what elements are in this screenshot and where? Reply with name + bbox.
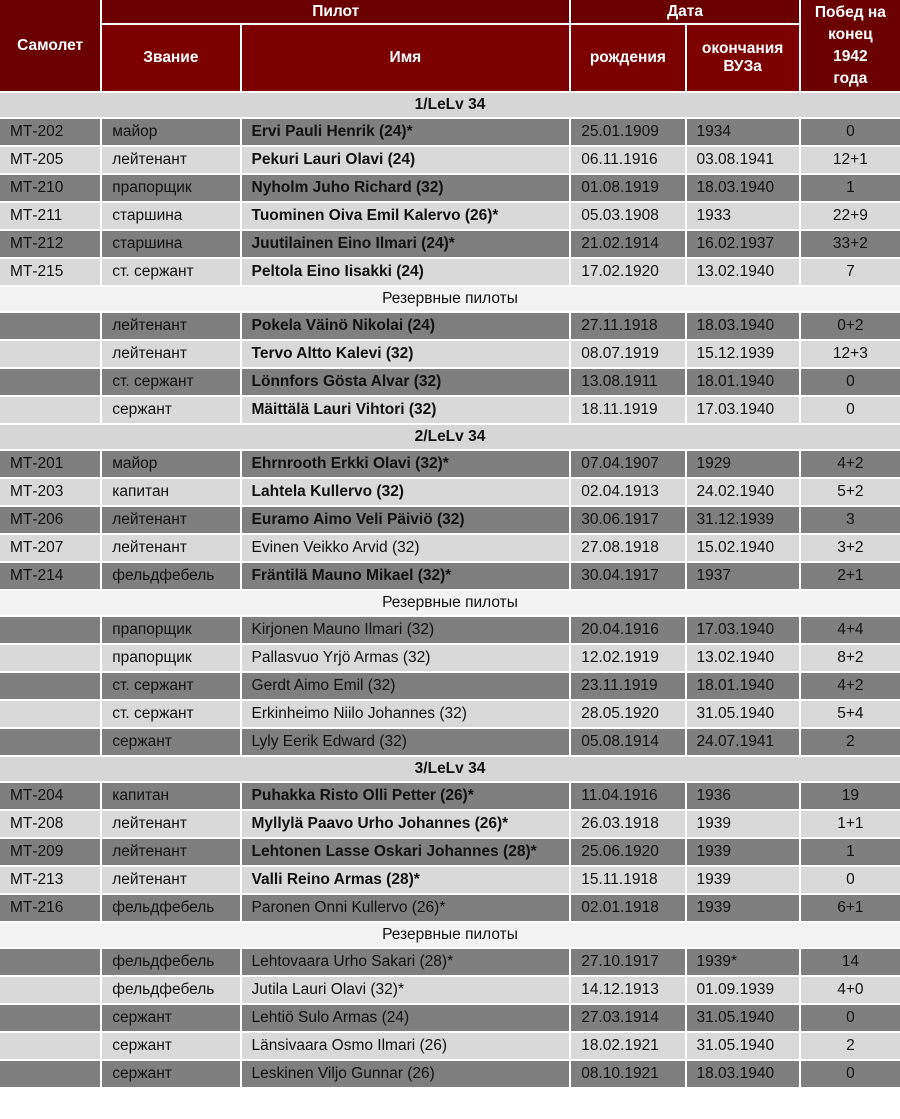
birth-cell: 18.02.1921 (571, 1033, 684, 1059)
table-row (0, 231, 900, 257)
graduation-cell: 13.02.1940 (687, 645, 799, 671)
rank-cell: сержант (102, 1061, 239, 1087)
rank-cell: лейтенант (102, 507, 239, 533)
name-cell: Jutila Lauri Olavi (32)* (242, 977, 570, 1003)
graduation-cell: 18.03.1940 (687, 175, 799, 201)
wins-cell: 1 (801, 839, 900, 865)
birth-cell: 27.10.1917 (571, 949, 684, 975)
plane-cell: МТ-214 (0, 563, 100, 589)
birth-cell: 25.06.1920 (571, 839, 684, 865)
name-cell: Leskinen Viljo Gunnar (26) (242, 1061, 570, 1087)
wins-cell: 3+2 (801, 535, 900, 561)
rank-cell: фельдфебель (102, 977, 239, 1003)
wins-cell: 3 (801, 507, 900, 533)
rank-cell: прапорщик (102, 617, 239, 643)
table-row (0, 563, 900, 589)
plane-cell: МТ-205 (0, 147, 100, 173)
name-cell: Valli Reino Armas (28)* (242, 867, 570, 893)
graduation-cell: 1939 (687, 895, 799, 921)
name-cell: Mäittälä Lauri Vihtori (32) (242, 397, 570, 423)
name-cell: Lehtovaara Urho Sakari (28)* (242, 949, 570, 975)
table-row (0, 1061, 900, 1087)
graduation-cell: 18.03.1940 (687, 1061, 799, 1087)
section-header (0, 425, 900, 449)
name-cell: Kirjonen Mauno Ilmari (32) (242, 617, 570, 643)
birth-cell: 15.11.1918 (571, 867, 684, 893)
plane-cell (0, 645, 100, 671)
graduation-cell: 1936 (687, 783, 799, 809)
section-header (0, 93, 900, 117)
wins-cell: 4+2 (801, 451, 900, 477)
rank-cell: капитан (102, 783, 239, 809)
name-cell: Euramo Aimo Veli Päiviö (32) (242, 507, 570, 533)
table-row (0, 811, 900, 837)
rank-cell: ст. сержант (102, 369, 239, 395)
header-date: Дата (571, 0, 799, 23)
graduation-cell: 1934 (687, 119, 799, 145)
graduation-cell: 1939 (687, 867, 799, 893)
plane-cell: МТ-204 (0, 783, 100, 809)
name-cell: Gerdt Aimo Emil (32) (242, 673, 570, 699)
rank-cell: майор (102, 451, 239, 477)
table-row (0, 645, 900, 671)
table-row (0, 1005, 900, 1031)
plane-cell (0, 701, 100, 727)
rank-cell: сержант (102, 397, 239, 423)
name-cell: Lönnfors Gösta Alvar (32) (242, 369, 570, 395)
plane-cell: МТ-211 (0, 203, 100, 229)
graduation-cell: 1939* (687, 949, 799, 975)
rank-cell: сержант (102, 1005, 239, 1031)
rank-cell: лейтенант (102, 867, 239, 893)
wins-cell: 0 (801, 369, 900, 395)
plane-cell (0, 341, 100, 367)
table-row (0, 867, 900, 893)
rank-cell: лейтенант (102, 839, 239, 865)
name-cell: Ervi Pauli Henrik (24)* (242, 119, 570, 145)
birth-cell: 26.03.1918 (571, 811, 684, 837)
plane-cell (0, 673, 100, 699)
name-cell: Lyly Eerik Edward (32) (242, 729, 570, 755)
birth-cell: 28.05.1920 (571, 701, 684, 727)
table-row (0, 175, 900, 201)
graduation-cell: 31.05.1940 (687, 1005, 799, 1031)
graduation-cell: 03.08.1941 (687, 147, 799, 173)
table-row (0, 729, 900, 755)
name-cell: Tuominen Oiva Emil Kalervo (26)* (242, 203, 570, 229)
plane-cell: МТ-202 (0, 119, 100, 145)
birth-cell: 30.06.1917 (571, 507, 684, 533)
reserve-header (0, 591, 900, 615)
table-row (0, 839, 900, 865)
wins-cell: 0 (801, 867, 900, 893)
name-cell: Myllylä Paavo Urho Johannes (26)* (242, 811, 570, 837)
rank-cell: лейтенант (102, 341, 239, 367)
name-cell: Fräntilä Mauno Mikael (32)* (242, 563, 570, 589)
table-row (0, 617, 900, 643)
birth-cell: 21.02.1914 (571, 231, 684, 257)
reserve-label: Резервные пилоты (0, 923, 900, 947)
graduation-cell: 1933 (687, 203, 799, 229)
name-cell: Pekuri Lauri Olavi (24) (242, 147, 570, 173)
wins-cell: 6+1 (801, 895, 900, 921)
table-row (0, 479, 900, 505)
birth-cell: 27.03.1914 (571, 1005, 684, 1031)
wins-cell: 19 (801, 783, 900, 809)
name-cell: Lahtela Kullervo (32) (242, 479, 570, 505)
table-row (0, 701, 900, 727)
wins-cell: 5+4 (801, 701, 900, 727)
graduation-cell: 1937 (687, 563, 799, 589)
header-rank: Звание (102, 25, 239, 91)
wins-cell: 22+9 (801, 203, 900, 229)
section-title: 3/LeLv 34 (0, 757, 900, 781)
rank-cell: лейтенант (102, 811, 239, 837)
birth-cell: 11.04.1916 (571, 783, 684, 809)
plane-cell (0, 1005, 100, 1031)
birth-cell: 06.11.1916 (571, 147, 684, 173)
graduation-cell: 31.05.1940 (687, 701, 799, 727)
wins-cell: 8+2 (801, 645, 900, 671)
header-name: Имя (242, 25, 570, 91)
birth-cell: 12.02.1919 (571, 645, 684, 671)
birth-cell: 20.04.1916 (571, 617, 684, 643)
name-cell: Peltola Eino Iisakki (24) (242, 259, 570, 285)
wins-cell: 7 (801, 259, 900, 285)
plane-cell: МТ-215 (0, 259, 100, 285)
plane-cell (0, 369, 100, 395)
wins-cell: 1+1 (801, 811, 900, 837)
plane-cell (0, 1033, 100, 1059)
wins-cell: 1 (801, 175, 900, 201)
graduation-cell: 13.02.1940 (687, 259, 799, 285)
birth-cell: 14.12.1913 (571, 977, 684, 1003)
table-row (0, 259, 900, 285)
rank-cell: фельдфебель (102, 563, 239, 589)
birth-cell: 05.03.1908 (571, 203, 684, 229)
plane-cell (0, 949, 100, 975)
plane-cell: МТ-206 (0, 507, 100, 533)
table-row (0, 949, 900, 975)
plane-cell (0, 313, 100, 339)
plane-cell: МТ-208 (0, 811, 100, 837)
name-cell: Evinen Veikko Arvid (32) (242, 535, 570, 561)
wins-cell: 0 (801, 397, 900, 423)
graduation-cell: 01.09.1939 (687, 977, 799, 1003)
rank-cell: лейтенант (102, 313, 239, 339)
wins-cell: 2+1 (801, 563, 900, 589)
birth-cell: 30.04.1917 (571, 563, 684, 589)
plane-cell (0, 397, 100, 423)
wins-cell: 12+3 (801, 341, 900, 367)
graduation-cell: 16.02.1937 (687, 231, 799, 257)
birth-cell: 23.11.1919 (571, 673, 684, 699)
rank-cell: лейтенант (102, 535, 239, 561)
wins-cell: 5+2 (801, 479, 900, 505)
plane-cell (0, 1061, 100, 1087)
wins-cell: 4+0 (801, 977, 900, 1003)
table-row (0, 895, 900, 921)
name-cell: Pokela Väinö Nikolai (24) (242, 313, 570, 339)
name-cell: Juutilainen Eino Ilmari (24)* (242, 231, 570, 257)
name-cell: Puhakka Risto Olli Petter (26)* (242, 783, 570, 809)
rank-cell: прапорщик (102, 175, 239, 201)
plane-cell: МТ-209 (0, 839, 100, 865)
plane-cell (0, 977, 100, 1003)
table-row (0, 119, 900, 145)
graduation-cell: 17.03.1940 (687, 617, 799, 643)
birth-cell: 01.08.1919 (571, 175, 684, 201)
table-row (0, 451, 900, 477)
birth-cell: 08.10.1921 (571, 1061, 684, 1087)
name-cell: Länsivaara Osmo Ilmari (26) (242, 1033, 570, 1059)
wins-cell: 2 (801, 729, 900, 755)
birth-cell: 17.02.1920 (571, 259, 684, 285)
table-row (0, 977, 900, 1003)
plane-cell: МТ-213 (0, 867, 100, 893)
wins-cell: 12+1 (801, 147, 900, 173)
table-row (0, 341, 900, 367)
plane-cell: МТ-210 (0, 175, 100, 201)
section-title: 1/LeLv 34 (0, 93, 900, 117)
name-cell: Ehrnrooth Erkki Olavi (32)* (242, 451, 570, 477)
table-body (0, 93, 900, 1087)
rank-cell: майор (102, 119, 239, 145)
name-cell: Paronen Onni Kullervo (26)* (242, 895, 570, 921)
table-row (0, 369, 900, 395)
name-cell: Lehtonen Lasse Oskari Johannes (28)* (242, 839, 570, 865)
name-cell: Tervo Altto Kalevi (32) (242, 341, 570, 367)
reserve-header (0, 287, 900, 311)
rank-cell: ст. сержант (102, 259, 239, 285)
table-row (0, 535, 900, 561)
reserve-header (0, 923, 900, 947)
wins-cell: 2 (801, 1033, 900, 1059)
header-graduation: окончания ВУЗа (687, 25, 799, 91)
graduation-cell: 18.01.1940 (687, 369, 799, 395)
wins-cell: 0 (801, 119, 900, 145)
name-cell: Erkinheimo Niilo Johannes (32) (242, 701, 570, 727)
name-cell: Lehtiö Sulo Armas (24) (242, 1005, 570, 1031)
plane-cell: МТ-212 (0, 231, 100, 257)
wins-cell: 33+2 (801, 231, 900, 257)
birth-cell: 27.08.1918 (571, 535, 684, 561)
plane-cell (0, 729, 100, 755)
wins-cell: 4+4 (801, 617, 900, 643)
plane-cell: МТ-216 (0, 895, 100, 921)
rank-cell: ст. сержант (102, 701, 239, 727)
birth-cell: 25.01.1909 (571, 119, 684, 145)
table-row (0, 397, 900, 423)
table-row (0, 673, 900, 699)
reserve-label: Резервные пилоты (0, 287, 900, 311)
rank-cell: прапорщик (102, 645, 239, 671)
graduation-cell: 24.02.1940 (687, 479, 799, 505)
table-row (0, 1033, 900, 1059)
rank-cell: сержант (102, 1033, 239, 1059)
wins-cell: 0 (801, 1005, 900, 1031)
graduation-cell: 1939 (687, 811, 799, 837)
wins-cell: 0 (801, 1061, 900, 1087)
rank-cell: сержант (102, 729, 239, 755)
graduation-cell: 24.07.1941 (687, 729, 799, 755)
birth-cell: 02.04.1913 (571, 479, 684, 505)
birth-cell: 13.08.1911 (571, 369, 684, 395)
graduation-cell: 17.03.1940 (687, 397, 799, 423)
name-cell: Nyholm Juho Richard (32) (242, 175, 570, 201)
birth-cell: 07.04.1907 (571, 451, 684, 477)
graduation-cell: 18.01.1940 (687, 673, 799, 699)
birth-cell: 27.11.1918 (571, 313, 684, 339)
graduation-cell: 15.12.1939 (687, 341, 799, 367)
birth-cell: 08.07.1919 (571, 341, 684, 367)
header-wins: Побед на конец 1942 года (801, 0, 900, 91)
rank-cell: капитан (102, 479, 239, 505)
graduation-cell: 1929 (687, 451, 799, 477)
table-row (0, 203, 900, 229)
table-row (0, 783, 900, 809)
plane-cell: МТ-203 (0, 479, 100, 505)
graduation-cell: 15.02.1940 (687, 535, 799, 561)
rank-cell: лейтенант (102, 147, 239, 173)
header-birth: рождения (571, 25, 684, 91)
rank-cell: фельдфебель (102, 895, 239, 921)
rank-cell: ст. сержант (102, 673, 239, 699)
birth-cell: 05.08.1914 (571, 729, 684, 755)
table-row (0, 313, 900, 339)
birth-cell: 18.11.1919 (571, 397, 684, 423)
birth-cell: 02.01.1918 (571, 895, 684, 921)
graduation-cell: 31.12.1939 (687, 507, 799, 533)
plane-cell: МТ-201 (0, 451, 100, 477)
reserve-label: Резервные пилоты (0, 591, 900, 615)
header-pilot: Пилот (102, 0, 569, 23)
rank-cell: старшина (102, 203, 239, 229)
graduation-cell: 31.05.1940 (687, 1033, 799, 1059)
wins-cell: 4+2 (801, 673, 900, 699)
graduation-cell: 1939 (687, 839, 799, 865)
section-header (0, 757, 900, 781)
plane-cell: МТ-207 (0, 535, 100, 561)
table-row (0, 507, 900, 533)
wins-cell: 14 (801, 949, 900, 975)
graduation-cell: 18.03.1940 (687, 313, 799, 339)
table-row (0, 147, 900, 173)
header-plane: Самолет (0, 0, 100, 91)
rank-cell: старшина (102, 231, 239, 257)
name-cell: Pallasvuo Yrjö Armas (32) (242, 645, 570, 671)
plane-cell (0, 617, 100, 643)
wins-cell: 0+2 (801, 313, 900, 339)
section-title: 2/LeLv 34 (0, 425, 900, 449)
rank-cell: фельдфебель (102, 949, 239, 975)
